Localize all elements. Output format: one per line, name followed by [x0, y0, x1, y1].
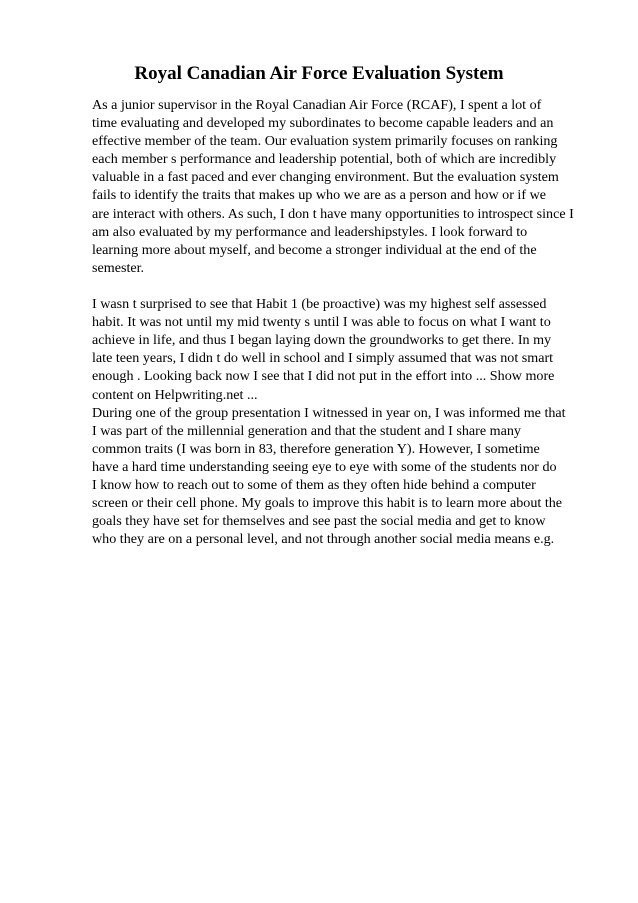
text-line: I know how to reach out to some of them as they often hide behind a computer [92, 476, 536, 493]
text-line: fails to identify the traits that makes up who we are as a person and how or if we [92, 187, 547, 204]
text-line: achieve in life, and thus I began laying down the groundworks to get there. In my [92, 332, 552, 349]
text-line: screen or their cell phone. My goals to improve this habit is to learn more about the [92, 495, 563, 512]
text-line: effective member of the team. Our evaluation system primarily focuses on ranking [92, 133, 558, 150]
text-line: goals they have set for themselves and see past the social media and get to know [92, 513, 546, 530]
document-body [92, 96, 612, 548]
document-title: Royal Canadian Air Force Evaluation System [134, 63, 504, 84]
paragraph-2 [92, 295, 612, 548]
text-line: late teen years, I didn t do well in school and I simply assumed that was not smart [92, 350, 554, 367]
text-line: are interact with others. As such, I don t have many opportunities to introspect since I [92, 205, 574, 222]
text-line: learning more about myself, and become a stronger individual at the end of the [92, 241, 537, 258]
paragraph-1 [92, 96, 612, 277]
text-line: valuable in a fast paced and ever changing environment. But the evaluation system [92, 169, 559, 186]
text-line: enough . Looking back now I see that I did not put in the effort into ... Show more [92, 368, 555, 385]
text-line: I wasn t surprised to see that Habit 1 (be proactive) was my highest self assessed [92, 296, 547, 313]
text-line: common traits (I was born in 83, therefore generation Y). However, I sometime [92, 440, 540, 457]
text-line: content on Helpwriting.net ... [92, 386, 258, 403]
paragraph-gap [92, 277, 612, 295]
text-line: have a hard time understanding seeing eye to eye with some of the students nor do [92, 458, 557, 475]
text-line: I was part of the millennial generation and that the student and I share many [92, 422, 521, 439]
text-line: As a junior supervisor in the Royal Canadian Air Force (RCAF), I spent a lot of [92, 97, 542, 113]
text-line: semester. [92, 259, 145, 276]
text-line: time evaluating and developed my subordinates to become capable leaders and an [92, 115, 554, 132]
text-line: habit. It was not until my mid twenty s until I was able to focus on what I want to [92, 314, 551, 331]
text-line: who they are on a personal level, and not through another social media means e.g. [92, 531, 555, 548]
text-line: During one of the group presentation I witnessed in year on, I was informed me that [92, 404, 566, 421]
text-line: each member s performance and leadership potential, both of which are incredibly [92, 151, 557, 168]
text-line: am also evaluated by my performance and leadershipstyles. I look forward to [92, 223, 528, 240]
